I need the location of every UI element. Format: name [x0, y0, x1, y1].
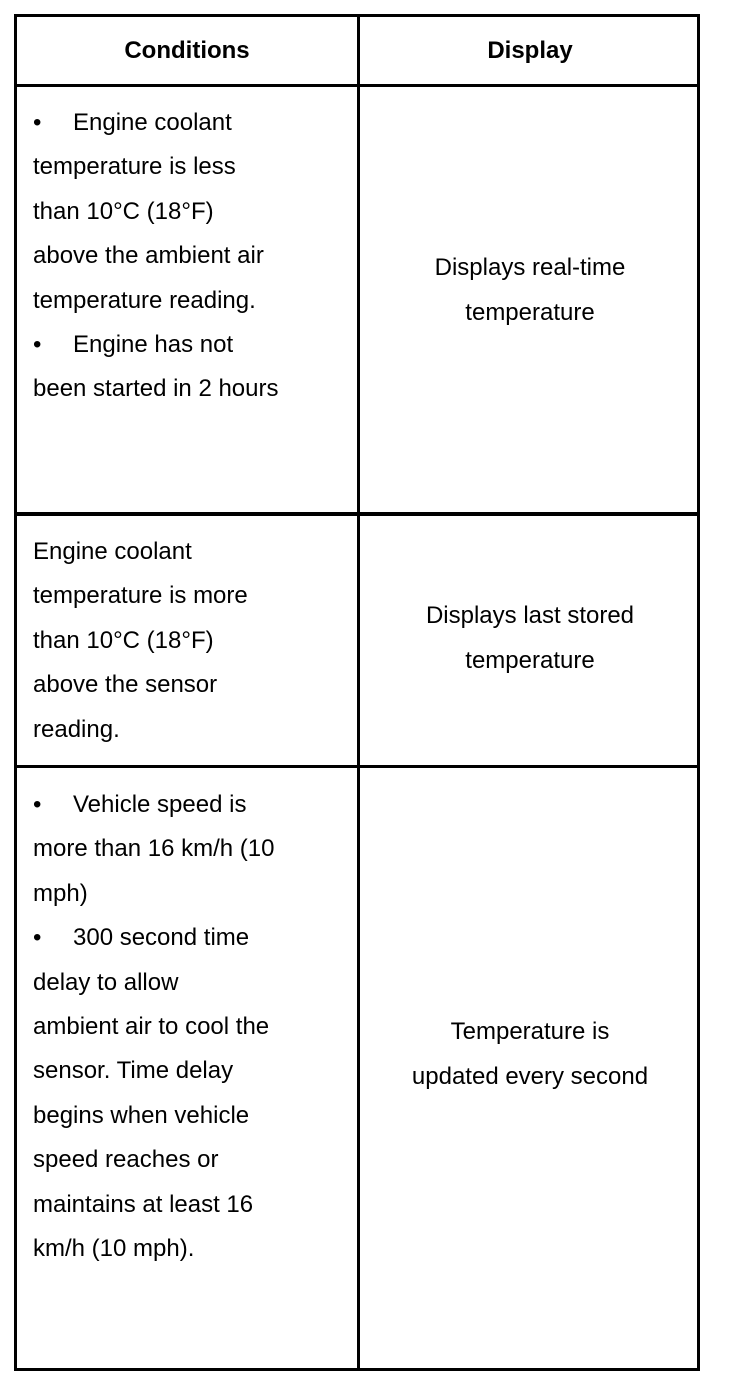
row-2-conditions [17, 516, 357, 765]
condition-line: temperature is more [33, 582, 248, 610]
condition-line: than 10°C (18°F) [33, 197, 214, 225]
condition-text: 300 second time [73, 924, 250, 952]
condition-line: above the ambient air [33, 242, 264, 270]
condition-text: Engine coolant [73, 109, 232, 136]
bullet: • [33, 109, 42, 136]
header-display: Display [487, 36, 573, 64]
condition-line: temperature reading. [33, 286, 256, 314]
row-3-conditions [17, 768, 357, 1371]
condition-text: Engine has not [73, 331, 234, 359]
bullet: • [33, 331, 42, 359]
condition-line [33, 101, 339, 145]
condition-line: above the sensor [33, 671, 218, 699]
condition-line: km/h (10 mph). [33, 1235, 195, 1263]
row-2-display [360, 516, 700, 765]
display-line: Displays last stored [425, 602, 635, 630]
bullet: • [33, 791, 42, 818]
display-line: updated every second [411, 1062, 649, 1090]
conditions-display-table [14, 14, 700, 1371]
condition-line: more than 16 km/h (10 [33, 835, 275, 863]
bullet: • [33, 924, 42, 952]
display-line: Temperature is [450, 1018, 610, 1046]
condition-line: temperature is less [33, 153, 236, 181]
condition-line: begins when vehicle [33, 1101, 250, 1129]
condition-line: maintains at least 16 [33, 1190, 254, 1218]
condition-line: been started in 2 hours [33, 375, 279, 403]
condition-line [33, 323, 339, 367]
condition-line: reading. [33, 715, 120, 743]
condition-line: than 10°C (18°F) [33, 626, 214, 654]
display-line: temperature [465, 646, 595, 674]
condition-line [33, 916, 339, 960]
display-line: Displays real-time [434, 254, 626, 282]
display-line: temperature [465, 298, 595, 326]
row-3-display [360, 768, 700, 1371]
row-1-display [360, 87, 700, 512]
condition-line: sensor. Time delay [33, 1057, 234, 1085]
condition-line [33, 783, 339, 827]
condition-line: ambient air to cool the [33, 1013, 270, 1041]
condition-text: Vehicle speed is [73, 791, 247, 818]
header-conditions: Conditions [124, 36, 250, 64]
condition-line: mph) [33, 879, 88, 907]
row-1-conditions [17, 87, 357, 512]
condition-line: delay to allow [33, 968, 179, 996]
condition-line: Engine coolant [33, 538, 192, 565]
condition-line: speed reaches or [33, 1146, 219, 1174]
